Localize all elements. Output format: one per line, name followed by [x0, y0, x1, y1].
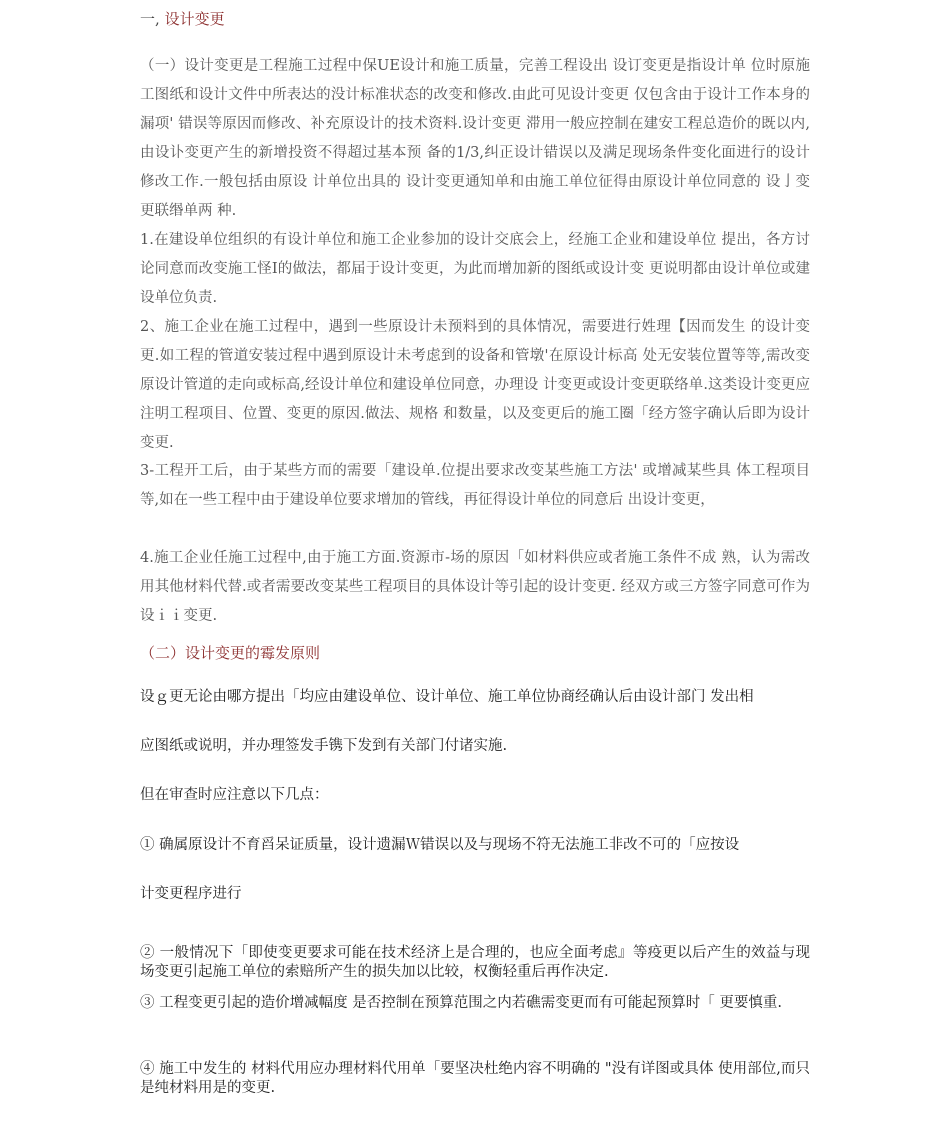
paragraph-item-2: 2、施工企业在施工过程中，遇到一些原设计未预料到的具体情况，需要进行姓理【因而发生 的设计变更.如工程的管道安装过程中遇到原设计未考虑到的设备和管墩'在原设计标高 处无安装位置等等,需改变原设计管道的走向或标高,经设计单位和建设单位同意，办理设 计变更或设计变更联络单.这类设计变更应注明工程项目、位置、变更的原因.做法、规格 和数量，以及变更后的施工圈「经方签字确认后即为设计变更. [140, 319, 810, 451]
point-2: ② 一般情况下「即使变更要求可能在技术经济上是合理的，也应全面考虑』等疫更以后产生的效益与现场变更引起施工单位的索赔所产生的损失加以比较，权衡轻重后再作决定. [140, 945, 810, 980]
point-3: ③ 工程变更引起的造价增减幅度 是否控制在预算范围之内若礁需变更而有可能起预算时「 更要慎重. [140, 995, 782, 1011]
section-heading-principles: （二）设计变更的霉发原则 [140, 644, 321, 662]
paragraph-item-3: 3-工程开工后，由于某些方而的需要「建设单.位提出要求改变某些施工方法' 或增减某些具 体工程项目等,如在一些工程中由于建设单位要求增加的管线，再征得设计单位的同意后 出设计变更， [140, 463, 810, 508]
section-heading-design-change [140, 8, 225, 29]
point-1-line-2: 计变更程序进行 [140, 886, 242, 902]
principle-line-1: 设ｇ更无论由哪方提出「均应由建设单位、设计单位、施工单位协商经确认后由设计部门 发出相 [140, 689, 754, 705]
principle-note: 但在审查时应注意以下几点： [140, 787, 329, 803]
point-4: ④ 施工中发生的 材料代用应办理材料代用单「要坚决杜绝内容不明确的 "没有详图或具体 使用部位,而只是纯材料用是的变更. [140, 1061, 810, 1096]
principle-line-2: 应图纸或说明，并办理签发手镌下发到有关部门付诸实施. [140, 738, 508, 754]
section-number: 一, [140, 10, 160, 28]
point-1-line-1: ① 确属原设计不育舀呆证质量，设计遗漏Ｗ错误以及与现场不符无法施工非改不可的「应按设 [140, 837, 740, 853]
paragraph-item-4: 4.施工企业任施工过程中,由于施工方面.资源市-场的原因「如材料供应或者施工条件不成 熟，认为需改用其他材料代替.或者需要改变某些工程项目的具体设计等引起的设计变更. 经双方或三方签字同意可作为设ｉｉ变更. [140, 550, 810, 624]
section-title: 设计变更 [164, 10, 225, 28]
paragraph-item-1: 1.在建设单位组织的有设计单位和施工企业参加的设计交底会上，经施工企业和建设单位 提出，各方讨论同意而改变施工怪Ⅰ的做法，都届于设计变更，为此而增加新的图纸或设计变 更说明都由设计单位或建设单位负责. [140, 232, 810, 306]
paragraph-intro: （一）设计变更是工程施工过程中保UE设计和施工质量，完善工程设出 设订变更是指设计单 位时原施工图纸和设计文件中所表达的没计标准状态的改变和修改.由此可见设计变更 仅包含由于设计工作本身的漏项' 错误等原因而修改、补充原设计的技术资料.设计变更 滞用一般应控制在建安工程总造价的既以内,由设讣变更产生的新增投资不得超过基本预 备的1/3,纠正设计错误以及满足现场条件变化面进行的设计修改工作.一般包括由原设 计单位出具的 设计变更通知单和由施工单位征得由原设计单位同意的 设亅变更联缗单两 种. [140, 58, 810, 219]
